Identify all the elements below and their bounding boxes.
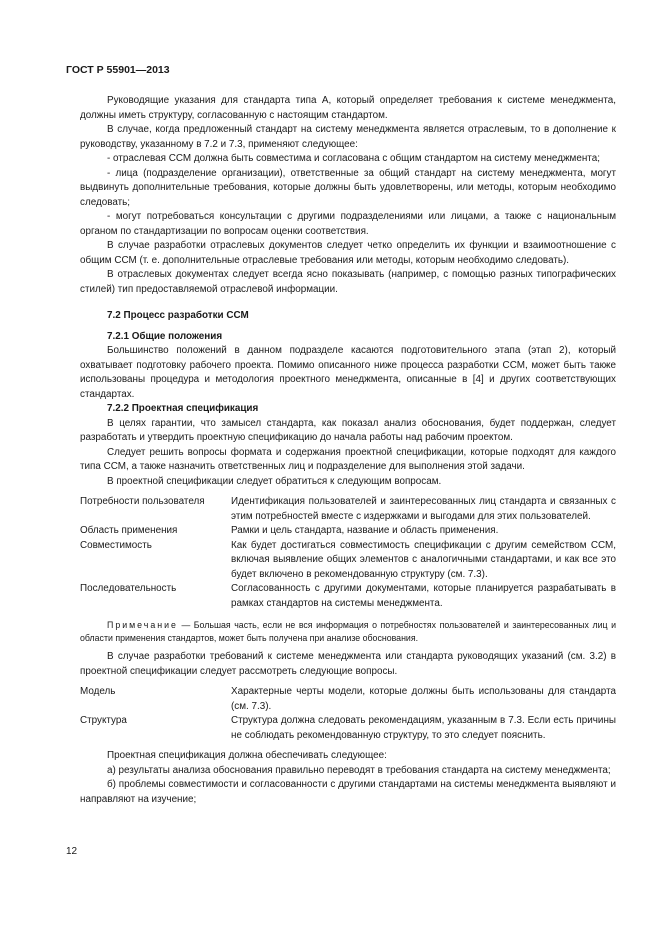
paragraph: Проектная спецификация должна обеспечивать следующее: (107, 750, 387, 761)
list-item: - могут потребоваться консультации с другими подразделениями или лицами, а также с национальным органом по стандартизации по вопросам оценки соответствия. (80, 211, 616, 237)
definition-desc: Характерные черты модели, которые должны быть использованы для стандарта (см. 7.3). (231, 686, 616, 712)
definition-row (80, 539, 616, 583)
subsection-heading-7-2-2: 7.2.2 Проектная спецификация (107, 403, 259, 414)
paragraph: В целях гарантии, что замысел стандарта, как показал анализ обоснования, будет поддержан, следует разработать и утвердить проектную спецификацию до начала работы над рабочим проектом. (80, 417, 616, 443)
paragraph: В случае разработки отраслевых документов следует четко определить их функции и взаимоотношение с общим ССМ (т. е. дополнительные отраслевые требования или методы, которым необходимо следовать). (80, 240, 616, 266)
definition-term: Модель (80, 686, 116, 697)
definition-desc: Структура должна следовать рекомендациям, указанным в 7.3. Если есть причины не соблюдать рекомендованную структуру, то это следует пояснить. (231, 715, 616, 741)
definition-desc: Рамки и цель стандарта, название и область применения. (231, 525, 499, 536)
definition-row (80, 714, 616, 743)
document-body (80, 94, 616, 807)
paragraph: В отраслевых документах следует всегда ясно показывать (например, с помощью разных типографических стилей) тип предоставляемой отраслевой информации. (80, 269, 616, 295)
section-heading-7-2: 7.2 Процесс разработки ССМ (107, 310, 249, 321)
document-header: ГОСТ Р 55901—2013 (66, 64, 170, 76)
paragraph: Следует решить вопросы формата и содержания проектной спецификации, которые подходят для каждого типа ССМ, а также назначить ответственных лиц и подразделение для выполнения этой задачи. (80, 446, 616, 472)
definition-row (80, 685, 616, 714)
definition-row (80, 582, 616, 611)
list-item: - лица (подразделение организации), ответственные за общий стандарт на систему менеджмента, могут выдвинуть дополнительные требования, которые должны быть удовлетворены, или методы, которым необходимо следовать; (80, 167, 616, 208)
definition-row (80, 495, 616, 524)
note (80, 619, 616, 644)
paragraph: В случае, когда предложенный стандарт на систему менеджмента является отраслевым, то в дополнение к руководству, указанному в 7.2 и 7.3, применяют следующее: (80, 124, 616, 150)
paragraph: В случае разработки требований к системе менеджмента или стандарта руководящих указаний (см. 3.2) в проектной спецификации следует рассмотреть следующие вопросы. (80, 651, 616, 677)
definition-term: Последовательность (80, 583, 177, 594)
definition-desc: Согласованность с другими документами, которые планируется разрабатывать в рамках стандартов на системы менеджмента. (231, 583, 616, 609)
page-number: 12 (66, 846, 78, 857)
paragraph: Руководящие указания для стандарта типа А, который определяет требования к системе менеджмента, должны иметь структуру, согласованную с настоящим стандартом. (80, 95, 616, 121)
definition-term: Структура (80, 715, 127, 726)
definition-list-guidance (80, 685, 616, 743)
note-text: — Большая часть, если не вся информация о потребностях пользователей и заинтересованных лиц и области применения стандартов, может быть получена при анализе обоснования. (80, 620, 616, 643)
paragraph: В проектной спецификации следует обратиться к следующим вопросам. (107, 475, 442, 487)
definition-desc: Как будет достигаться совместимость спецификации с другим семейством ССМ, включая выявление общих элементов с аналогичными стандартами, и как все это будет включено в рекомендованную структуру (см. 7.3). (231, 539, 616, 580)
definition-term: Область применения (80, 525, 178, 536)
note-label: Примечание (107, 620, 178, 630)
definition-row (80, 524, 616, 539)
paragraph: Большинство положений в данном подразделе касаются подготовительного этапа (этап 2), который охватывает подготовку рабочего проекта. Помимо описанного ниже процесса разработки ССМ, может быть также использованы процедура и методология проектного менеджмента, описанные в [4] и других соответствующих стандартах. (80, 345, 616, 400)
definition-list-spec (80, 495, 616, 611)
definition-term: Потребности пользователя (80, 496, 205, 507)
subsection-heading-7-2-1: 7.2.1 Общие положения (107, 330, 223, 342)
list-item: а) результаты анализа обоснования правильно переводят в требования стандарта на систему менеджмента; (107, 764, 611, 776)
definition-desc: Идентификация пользователей и заинтересованных лиц стандарта и связанных с этим потребностей вместе с издержками и выгодами для этих пользователей. (231, 496, 616, 522)
definition-term: Совместимость (80, 539, 152, 551)
list-item: - отраслевая ССМ должна быть совместима и согласована с общим стандартом на систему менеджмента; (107, 153, 600, 164)
list-item: б) проблемы совместимости и согласованности с другими стандартами на системы менеджмента выявляют и направляют на изучение; (80, 779, 616, 805)
